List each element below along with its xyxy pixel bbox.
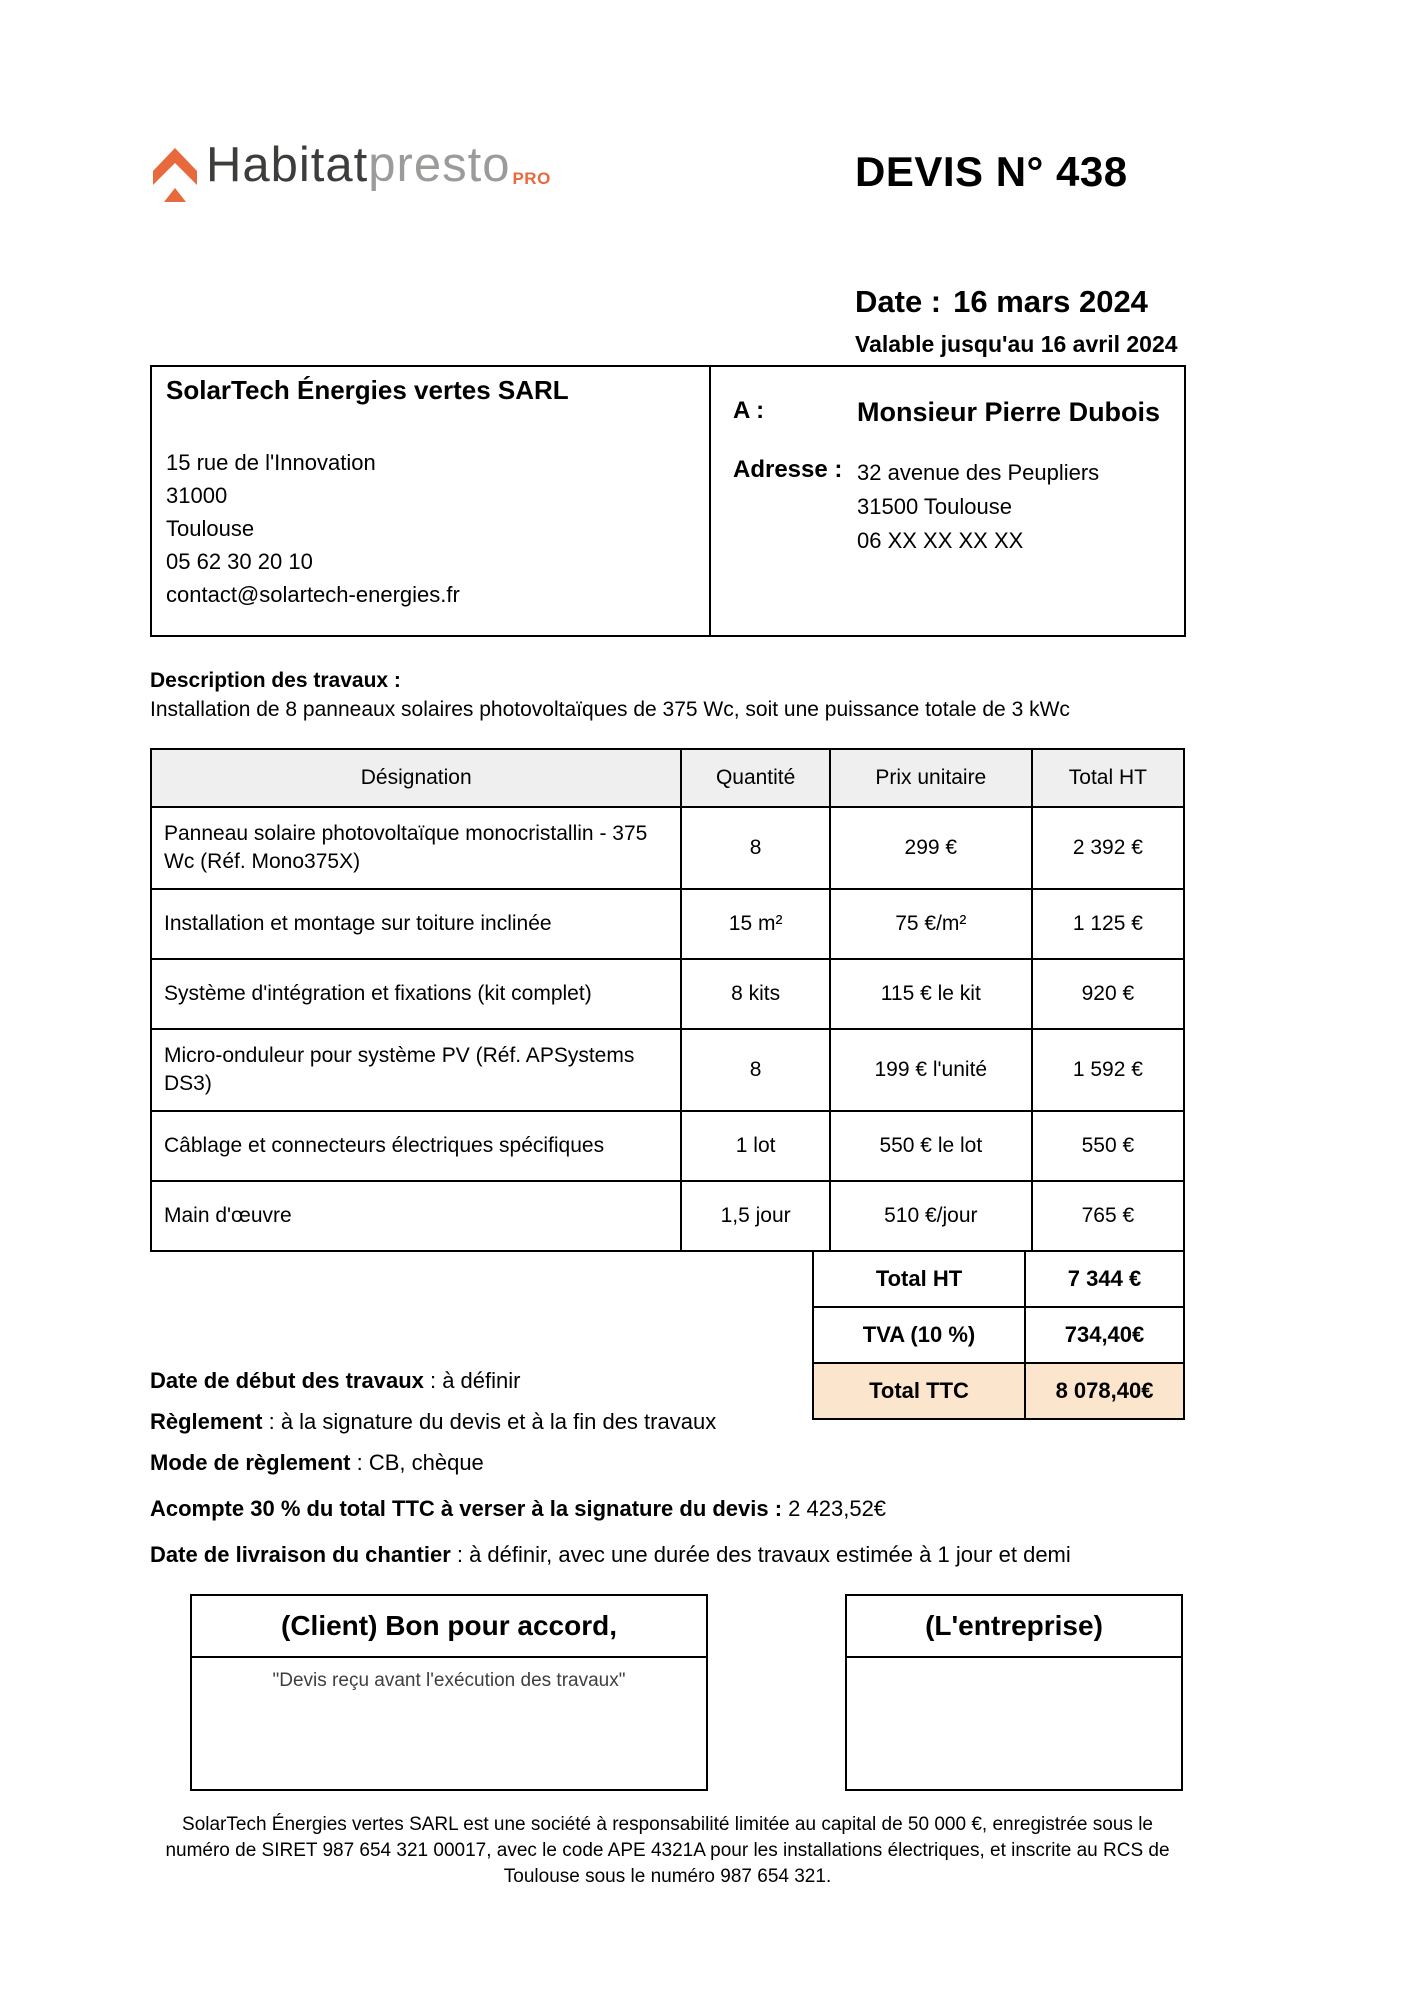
item-designation: Système d'intégration et fixations (kit complet) [151,959,681,1029]
company-postal-code: 31000 [166,483,228,508]
habitatpresto-logo [152,136,551,208]
tva-value: 734,40€ [1025,1307,1184,1363]
document-date [855,284,1148,320]
company-address: 15 rue de l'Innovation [166,450,376,475]
logo-text-pro: PRO [512,169,551,188]
header-designation: Désignation [151,749,681,807]
item-quantity: 8 kits [681,959,829,1029]
validity-date: Valable jusqu'au 16 avril 2024 [855,331,1178,357]
total-ht-label: Total HT [813,1251,1025,1307]
header-total-ht: Total HT [1032,749,1184,807]
table-row [151,889,1184,959]
company-info-box [150,365,711,637]
tva-row [813,1307,1184,1363]
item-designation: Panneau solaire photovoltaïque monocristallin - 375 Wc (Réf. Mono375X) [151,807,681,889]
term-payment-method: Mode de règlement : CB, chèque [150,1450,484,1475]
item-unit-price: 199 € l'unité [830,1029,1032,1111]
table-row [151,959,1184,1029]
item-designation: Câblage et connecteurs électriques spécifiques [151,1111,681,1181]
item-total: 1 592 € [1032,1029,1184,1111]
client-address-line1: 32 avenue des Peupliers [857,460,1100,485]
terms-section [150,1366,1200,1581]
item-quantity: 8 [681,807,829,889]
total-ttc-value: 8 078,40€ [1025,1363,1184,1419]
date-value: 16 mars 2024 [953,284,1148,319]
company-name: SolarTech Énergies vertes SARL [166,375,569,405]
table-row [151,807,1184,889]
works-description [150,666,1070,724]
client-signature-box [190,1594,708,1791]
table-row [151,1029,1184,1111]
date-label: Date : [855,284,942,319]
header-quantity: Quantité [681,749,829,807]
header-unit-price: Prix unitaire [830,749,1032,807]
item-unit-price: 550 € le lot [830,1111,1032,1181]
term-deposit: Acompte 30 % du total TTC à verser à la signature du devis : 2 423,52€ [150,1496,887,1521]
table-row [151,1111,1184,1181]
term-delivery-date: Date de livraison du chantier : à définir, avec une durée des travaux estimée à 1 jour et demi [150,1542,1071,1567]
items-table [150,748,1185,1252]
house-arrow-icon [152,144,198,202]
item-quantity: 1 lot [681,1111,829,1181]
client-name: Monsieur Pierre Dubois [857,397,1161,427]
works-description-label: Description des travaux : [150,669,401,692]
item-designation: Micro-onduleur pour système PV (Réf. APSystems DS3) [151,1029,681,1111]
item-unit-price: 75 €/m² [830,889,1032,959]
total-ht-row [813,1251,1184,1307]
item-total: 765 € [1032,1181,1184,1251]
client-info-box [709,365,1186,637]
client-signature-note: "Devis reçu avant l'exécution des travaux" [272,1670,626,1691]
logo-text-presto: presto [368,138,511,192]
company-city: Toulouse [166,516,255,541]
tva-label: TVA (10 %) [813,1307,1025,1363]
company-signature-box [845,1594,1183,1791]
client-signature-title: (Client) Bon pour accord, [192,1596,706,1658]
term-start-date: Date de début des travaux : à définir [150,1368,521,1393]
total-ht-value: 7 344 € [1025,1251,1184,1307]
item-total: 920 € [1032,959,1184,1029]
works-description-text: Installation de 8 panneaux solaires photovoltaïques de 375 Wc, soit une puissance totale de 3 kWc [150,698,1070,721]
client-to-label: A : [733,397,765,424]
quote-table-section [150,748,1185,1420]
item-total: 1 125 € [1032,889,1184,959]
item-quantity: 8 [681,1029,829,1111]
document-title: DEVIS N° 438 [855,148,1128,195]
total-ttc-label: Total TTC [813,1363,1025,1419]
items-table-header-row [151,749,1184,807]
client-phone: 06 XX XX XX XX [857,528,1024,553]
item-designation: Installation et montage sur toiture inclinée [151,889,681,959]
client-address-label: Adresse : [733,456,843,483]
item-unit-price: 510 €/jour [830,1181,1032,1251]
company-email: contact@solartech-energies.fr [166,582,460,607]
logo-text-habitat: Habitat [206,138,369,192]
table-row [151,1181,1184,1251]
term-payment: Règlement : à la signature du devis et à la fin des travaux [150,1409,717,1434]
item-quantity: 15 m² [681,889,829,959]
company-signature-area [847,1658,1181,1670]
legal-footer: SolarTech Énergies vertes SARL est une société à responsabilité limitée au capital de 50 000 €, enregistrée sous le numéro de SIRET 987 654 321 00017, avec le code APE 4321A pour les installations électriques, et inscrite au RCS de Toulouse sous le numéro 987 654 321. [165,1814,1170,1887]
item-designation: Main d'œuvre [151,1181,681,1251]
item-unit-price: 115 € le kit [830,959,1032,1029]
client-address-line2: 31500 Toulouse [857,494,1012,519]
company-signature-title: (L'entreprise) [847,1596,1181,1658]
company-phone: 05 62 30 20 10 [166,549,313,574]
item-unit-price: 299 € [830,807,1032,889]
item-total: 550 € [1032,1111,1184,1181]
item-quantity: 1,5 jour [681,1181,829,1251]
item-total: 2 392 € [1032,807,1184,889]
